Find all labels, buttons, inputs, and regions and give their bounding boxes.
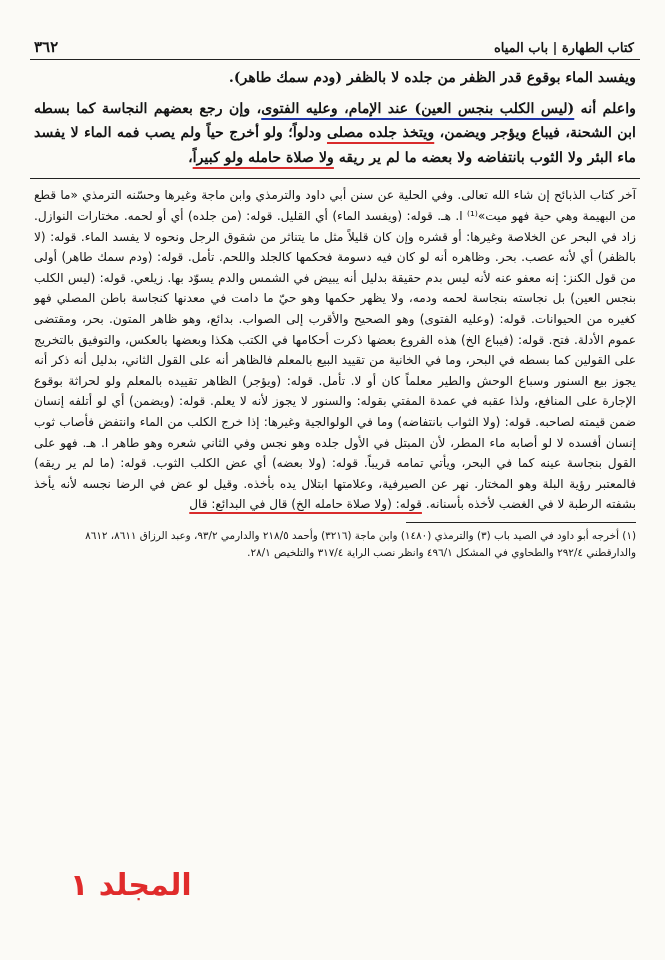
main-text — [30, 66, 640, 170]
main-text-end: ، — [188, 149, 193, 166]
main-text-middle-1: ، وإن رجع بعضهم النجاسة كما بسطه ابن الشحنة، فيباع ويؤجر ويضمن، — [34, 100, 636, 142]
volume-stamp: المجلد ١ — [70, 868, 192, 903]
running-header — [30, 38, 640, 60]
page — [30, 38, 640, 562]
header-title: كتاب الطهارة | باب المياه — [493, 41, 634, 56]
main-text-intro: واعلم أنه — [574, 100, 637, 117]
main-text-middle-2: ودلواً؛ ولو أخرج حياً ولم يصب فمه الماء لا يفسد ماء البئر ولا الثوب بانتفاضه ولا بعضه ما لم ير ريقه — [34, 125, 636, 166]
main-text-divider — [30, 178, 640, 179]
footnote: (١) أخرجه أبو داود في الصيد باب (٣) والترمذي (١٤٨٠) وابن ماجة (٣٢١٦) وأحمد ٢١٨/٥ والدارمي ٩٣/٢، وعبد الرزاق ٨٦١١، ٨٦١٢ والدارقطني ٢٩٢/٤ والطحاوي في المشكل ٤٩٦/١ وانظر نصب الراية ٣١٧/٤ والتلخيص ٢٨/١. — [85, 529, 636, 559]
commentary — [30, 185, 640, 515]
highlight-skin-prayer-mat: ويتخذ جلده مصلى — [326, 125, 435, 142]
main-text-paragraph-1: ويفسد الماء بوقوع قدر الظفر من جلده لا بالظفر (ودم سمك طاهر). — [228, 70, 636, 86]
highlight-dog-not-najis: (ليس الكلب بنجس العين) عند الإمام، وعليه الفتوى — [261, 100, 575, 117]
footnote-divider — [406, 522, 636, 523]
page-number: ٣٦٢ — [34, 38, 59, 56]
highlight-prayer-carrier: ولا صلاة حامله ولو كبيراً — [192, 149, 334, 166]
commentary-body: آخر كتاب الذبائح إن شاء الله تعالى. وفي الحلية عن سنن أبي داود والترمذي وابن ماجة وغيرها وحسّنه الترمذي «ما قطع من البهيمة وهي حية فهو ميت»⁽¹⁾ ا. هـ. قوله: (ويفسد الماء) أي القليل. قوله: (من جلده) أي أو لحمه. مختارات النوازل. زاد في البحر عن الخلاصة وغيرها: أو قشره وإن كان قليلاً مثل ما يتناثر من شقوق الرجل ونحوه لا يفسد الماء. قوله: (لا بالظفر) أي لأنه عصب. بحر. وظاهره أنه لو كان فيه دسومة فحكمها كالجلد واللحم. تأمل. قوله: (ودم سمك طاهر) أولى من قول الكنز: إنه معفو عنه لأنه ليس بدم حقيقة بدليل أنه يبيض في الشمس والدم يسوّد بها. زيلعي. قوله: (ليس الكلب بنجس العين) بل نجاسته بنجاسة لحمه ودمه، ولا يظهر حكمها وهو حيّ ما دامت في معدنها كنجاسة باطن المصلي فهو كغيره من الحيوانات. قوله: (وعليه الفتوى) وهو الصحيح والأقرب إلى الصواب. بدائع، وهو ظاهر المتون. بحر، ومقتضى عموم الأدلة. فتح. قوله: (فيباع الخ) هذه الفروع بعضها ذكرت أحكامها في الكتب هكذا وبعضها بالعكس، والتوفيق بالتخريج على القولين كما بسطه في البحر، وما في الخانية من تقييد البيع بالمعلم فالظاهر أنه على القول الثاني، بدليل أنه ذكر أنه يجوز بيع السنور وسباع الوحش والطير معلماً كان أو لا. تأمل. قوله: (ويؤجر) الظاهر تقييده بالمعلم ولو لحراثة بوقوع الإجارة على المنافع، ولذا عقبه في عمدة المفتي بقوله: والسنور لا يجوز لأنه لا يعلم. قوله: (ويضمن) أي لو أتلفه إنسان ضمن قيمته لصاحبه. قوله: (ولا الثواب بانتفاضه) وما في الولوالجية وغيرها: إذا خرج الكلب من الماء وانتفض فأصاب ثوب إنسان أفسده لا لو أصابه ماء المطر، لأن المبتل في الأول جلده وهو نجس وفي الثاني شعره وهو طاهر ا. هـ. فهو على القول بنجاسة عينه كما في البحر، ويأتي تمامه قريباً. قوله: (ولا بعضه) أي عض الكلب الثوب. قوله: (ما لم ير ريقه) فالمعتبر رؤية البلة وهو المختار. نهر عن الصيرفية، وعلامتها ابتلال يده بأخذه. وقيل لو عض في الرضا نجسه لأنه يأخذ بشفته الرطبة لا في الغضب لأخذه بأسنانه. — [34, 188, 636, 512]
main-text-paragraph-2 — [34, 97, 636, 171]
highlight-commentary-last-line: قوله: (ولا صلاة حامله الخ) قال في البدائع: قال — [189, 497, 422, 512]
